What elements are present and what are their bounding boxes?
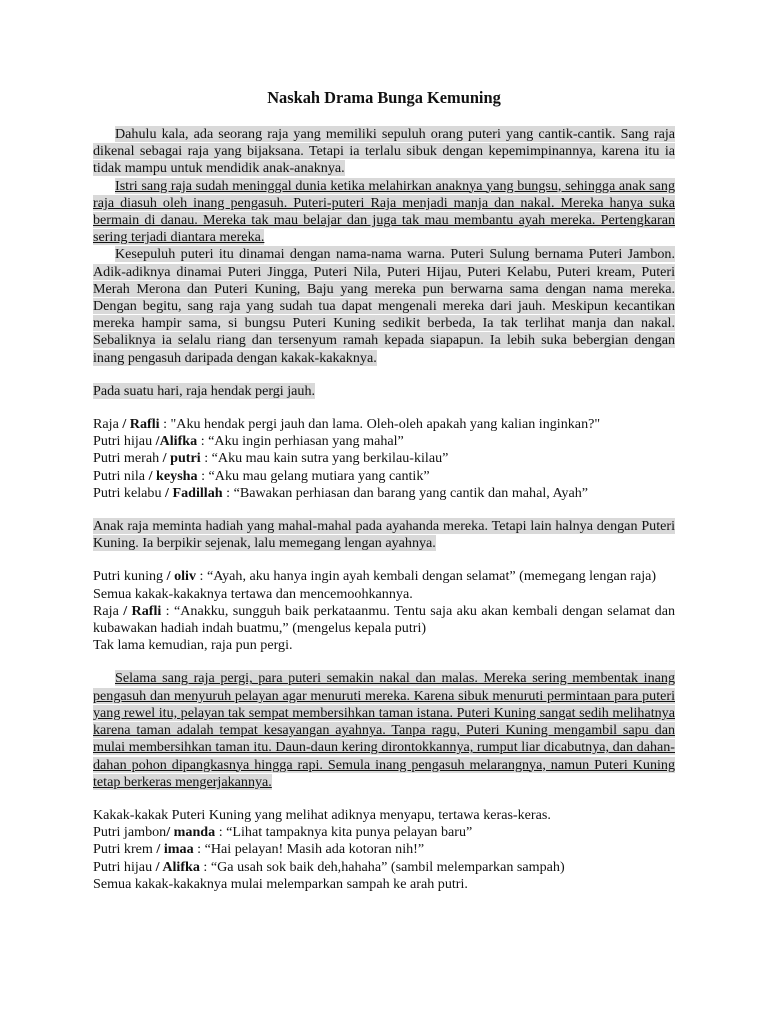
paragraph-9: Tak lama kemudian, raja pun pergi. xyxy=(93,637,293,654)
dialog-block-1 xyxy=(93,416,675,502)
actor-name: imaa xyxy=(163,841,194,858)
dialog-line: Putri nila / keysha : “Aku mau gelang mutiara yang cantik” xyxy=(93,467,430,484)
actor-name: manda xyxy=(173,824,216,841)
paragraph-2 xyxy=(93,178,675,247)
paragraph-7: Semua kakak-kakaknya tertawa dan mencemoohkannya. xyxy=(93,585,413,602)
paragraph-3-text: Kesepuluh puteri itu dinamai dengan nama-nama warna. Puteri Sulung bernama Puteri Jambon. Adik-adiknya dinamai Puteri Jingga, Puteri Nila, Puteri Hijau, Puteri Kelabu, Puteri kream, Puteri Merah Merona dan Puteri Kuning, Baju yang mereka pun berwarna sama dengan nama mereka. Dengan begitu, sang raja yang sudah tua dapat mengenali mereka dari jauh. Meskipun kecantikan mereka hampir sama, si bungsu Puteri Kuning sedikit berbeda, Ia tak terlihat manja dan nakal. Sebaliknya ia selalu riang dan tersenyum ramah kepada siapapun. Ia lebih suka bebergian dengan inang pengasuh daripada dengan kakak-kakaknya. xyxy=(93,246,675,366)
dialog-line-putri-kuning: Putri kuning / oliv : “Ayah, aku hanya ingin ayah kembali dengan selamat” (memegang lengan raja) xyxy=(93,568,657,585)
paragraph-5 xyxy=(93,518,675,552)
paragraph-5-text: Anak raja meminta hadiah yang mahal-mahal pada ayahanda mereka. Tetapi lain halnya dengan Puteri Kuning. Ia berpikir sejenak, lalu memegang lengan ayahnya. xyxy=(93,518,675,552)
actor-name: Alifka xyxy=(162,858,200,875)
paragraph-10-text: Selama sang raja pergi, para puteri semakin nakal dan malas. Mereka sering membentak inang pengasuh dan menyuruh pelayan agar menuruti mereka. Karena sibuk menuruti permintaan para puteri yang rewel itu, pelayan tak sempat membersihkan taman istana. Puteri Kuning sangat sedih melihatnya karena taman adalah tempat kesayangan ayahnya. Tanpa ragu, Puteri Kuning mengambil sapu dan mulai membersihkan taman itu. Daun-daun kering dirontokkannya, rumput liar dicabutnya, dan dahan-dahan pohon dipangkasnya hingga rapi. Semula inang pengasuh melarangnya, namun Puteri Kuning tetap berkeras mengerjakannya. xyxy=(93,670,675,790)
actor-name: Fadillah xyxy=(172,484,223,501)
page-title: Naskah Drama Bunga Kemuning xyxy=(267,88,501,107)
paragraph-3 xyxy=(93,246,675,366)
dialog-line: Putri hijau /Alifka : “Aku ingin perhiasan yang mahal” xyxy=(93,433,404,450)
paragraph-2-text: Istri sang raja sudah meninggal dunia ketika melahirkan anaknya yang bungsu, sehingga anak sang raja diasuh oleh inang pengasuh. Puteri-puteri Raja menjadi manja dan nakal. Mereka hanya suka bermain di danau. Mereka tak mau belajar dan juga tak mau membantu ayah mereka. Pertengkaran sering terjadi diantara mereka. xyxy=(93,177,675,246)
actor-name: oliv xyxy=(174,568,196,585)
dialog-line: Putri krem / imaa : “Hai pelayan! Masih ada kotoran nih!” xyxy=(93,841,425,858)
actor-name: Rafli xyxy=(131,602,162,619)
dialog-line: Putri hijau / Alifka : “Ga usah sok baik deh,hahaha” (sambil melemparkan sampah) xyxy=(93,858,565,875)
dialog-line: Putri kelabu / Fadillah : “Bawakan perhiasan dan barang yang cantik dan mahal, Ayah” xyxy=(93,484,589,501)
paragraph-1 xyxy=(93,126,675,178)
actor-name: keysha xyxy=(156,467,198,484)
actor-name: Rafli xyxy=(129,416,160,433)
paragraph-12: Semua kakak-kakaknya mulai melemparkan sampah ke arah putri. xyxy=(93,875,468,892)
paragraph-4-text: Pada suatu hari, raja hendak pergi jauh. xyxy=(93,382,316,399)
paragraph-1-text: Dahulu kala, ada seorang raja yang memiliki sepuluh orang puteri yang cantik-cantik. Sang raja dikenal sebagai raja yang bijaksana. Tetapi ia terlalu sibuk dengan kepemimpinannya, karena itu ia tidak mampu untuk mendidik anak-anaknya. xyxy=(93,126,675,177)
actor-name: Alifka xyxy=(159,433,198,450)
paragraph-11: Kakak-kakak Puteri Kuning yang melihat adiknya menyapu, tertawa keras-keras. xyxy=(93,806,551,823)
dialog-line: Putri jambon/ manda : “Lihat tampaknya kita punya pelayan baru” xyxy=(93,824,473,841)
dialog-line: Raja / Rafli : "Aku hendak pergi jauh dan lama. Oleh-oleh apakah yang kalian inginkan?" xyxy=(93,416,601,433)
paragraph-10 xyxy=(93,670,675,790)
actor-name: putri xyxy=(170,450,201,467)
dialog-line-raja: Raja / Rafli : “Anakku, sungguh baik perkataanmu. Tentu saja aku akan kembali dengan selamat dan kubawakan hadiah indah buatmu,” (mengelus kepala putri) xyxy=(93,602,675,637)
dialog-line: Putri merah / putri : “Aku mau kain sutra yang berkilau-kilau” xyxy=(93,450,449,467)
paragraph-4 xyxy=(93,383,675,400)
dialog-block-2 xyxy=(93,824,675,876)
